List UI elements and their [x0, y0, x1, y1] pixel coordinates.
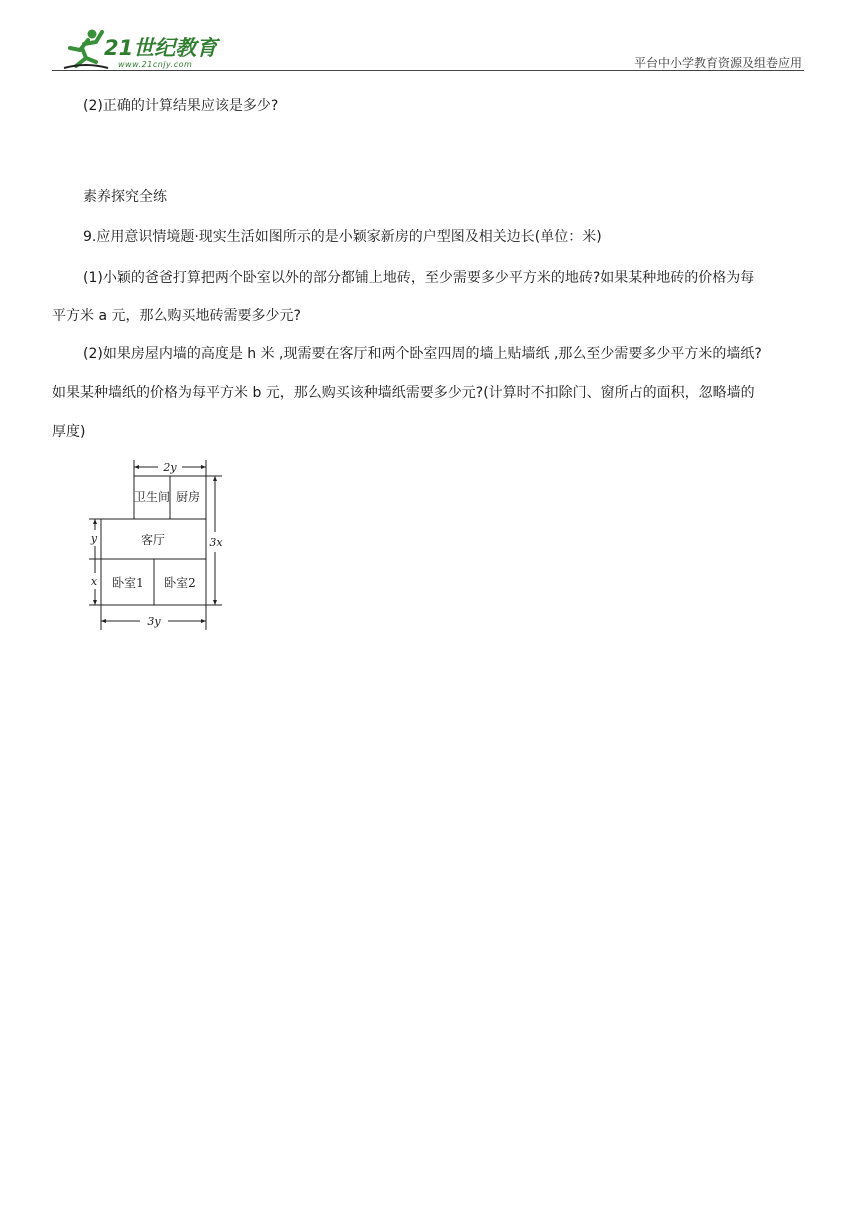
header-divider — [52, 70, 804, 71]
question-9-part-2-line-1: (2)如果房屋内墙的高度是 h 米 ,现需要在客厅和两个卧室四周的墙上贴墙纸 ,那么至少需要多少平方米的墙纸? — [83, 346, 762, 362]
question-9-part-2-line-3: 厚度) — [52, 424, 86, 440]
room-living-label: 客厅 — [140, 533, 166, 547]
right-dimension-label: 3x — [209, 536, 223, 549]
logo — [62, 26, 232, 72]
floor-plan-figure — [82, 456, 232, 638]
page-header — [52, 22, 804, 74]
question-9-part-1-line-2: 平方米 a 元，那么购买地砖需要多少元? — [52, 308, 301, 324]
question-9-part-2-line-2: 如果某种墙纸的价格为每平方米 b 元，那么购买该种墙纸需要多少元?(计算时不扣除门、窗所占的面积，忽略墙的 — [52, 385, 755, 401]
room-bathroom-label: 卫生间 — [133, 490, 171, 504]
left-upper-dimension-label: y — [90, 532, 98, 545]
room-bedroom2-label: 卧室2 — [164, 576, 196, 590]
runner-logo-icon — [62, 26, 110, 72]
top-dimension-label: 2y — [163, 461, 177, 474]
room-bedroom1-label: 卧室1 — [112, 576, 144, 590]
question-9-part-1-line-1: (1)小颖的爸爸打算把两个卧室以外的部分都铺上地砖，至少需要多少平方米的地砖?如果某种地砖的价格为每 — [83, 270, 755, 286]
logo-url: www.21cnjy.com — [118, 60, 193, 69]
floor-plan-svg — [82, 456, 232, 634]
question-8-part-2: (2)正确的计算结果应该是多少? — [83, 98, 279, 114]
room-kitchen-label: 厨房 — [175, 490, 201, 504]
section-title: 素养探究全练 — [83, 189, 167, 205]
question-9-title: 9.应用意识情境题·现实生活如图所示的是小颖家新房的户型图及相关边长(单位：米) — [83, 229, 602, 245]
header-slogan: 平台中小学教育资源及组卷应用 — [633, 56, 802, 70]
left-lower-dimension-label: x — [90, 575, 98, 588]
bottom-dimension-label: 3y — [147, 615, 161, 628]
logo-text: 21世纪教育 — [104, 36, 218, 60]
